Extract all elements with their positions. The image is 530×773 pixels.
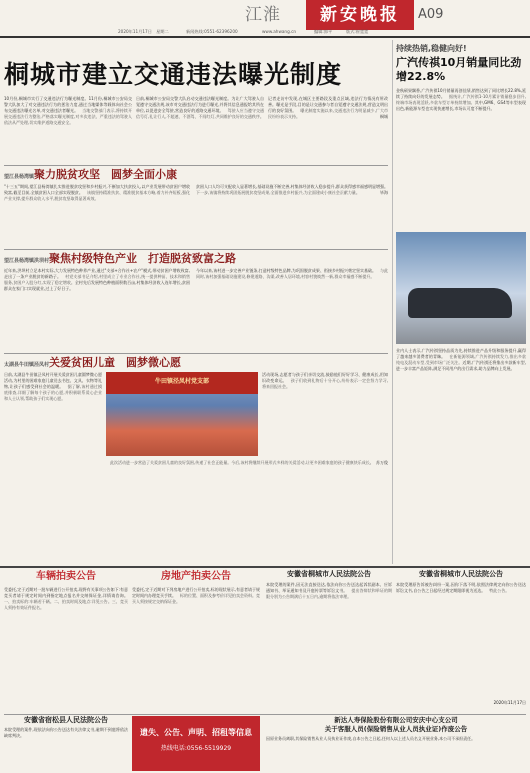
masthead [0, 0, 530, 38]
proofreader: 版式:崔霆霆 [346, 29, 369, 34]
event-photo [106, 372, 258, 456]
lead-col-1: 10月份,桐城市实行了交通违法行为曝光制度。11月份,桐城市公安局交警大队加大了对交通违法行为的惩治力度,通过当地媒体等载体向社会公布交通违法曝光名单,对交通违法者曝光。 当地交警部门表示,将持续开展交通违法行为整治,严格落实曝光制度,对多次违法、严重违法的驾驶人依法从严处理,切实维护道路交通安全。 [4, 96, 132, 125]
insurance-notice-subtitle: 关于客服人员(保险销售从业人员执业证)作废公告 [324, 724, 468, 733]
side-col-2: 业内人士表示,广汽传祺坚持品质为先,持续推进产品升级和服务提升,赢得了越来越多消费者的青睐。 在新能源领域,广汽传祺持续发力,推出多款纯电及混动车型,受到市场广泛关注。近期,广汽传祺还将推出多款新车型,进一步丰富产品矩阵,满足不同用户的出行需求,助力品牌向上发展。 [396, 348, 526, 371]
court-notice-1-title: 安徽省桐城市人民法院公告 [287, 570, 371, 578]
story2-col-1: "十三五"期间,望江县杨湾镇扎实推进脱贫攻坚和乡村振兴,不断加大扶贫投入,以产业发展带动贫困户增收致富,截至目前,全镇贫困人口全部实现脱贫。 该镇坚持精准扶贫、精准脱贫基本方略,着力补齐短板,强化产业支撑,提升群众收入水平,脱贫攻坚取得显著成效。 [4, 184, 191, 201]
masthead-rule [0, 36, 530, 38]
hotline: 新闻热线:0551-62396200 [186, 29, 238, 34]
court-notice-1: 安徽省桐城市人民法院公告 本院受理的案件,因无法直接送达,依法向你公告送达起诉状副本、应诉通知书、举证通知书及开庭传票等诉讼文书。 提出答辩状和举证的期限分别为公告期满后十五日内,逾期将依法审理。 [266, 570, 393, 600]
insurance-notice: 新达人寿保险股份有限公司安庆中心支公司 关于客服人员(保险销售从业人员执业证)作废公告 因原业务员离职,其保险销售从业人员执业证作废,自本公告之日起,任何人以上述人员名义开展业务,本公司不承担责任。 [266, 716, 526, 771]
story4-col-3: 此次活动进一步营造了关爱贫困儿童的良好氛围,传递了社会正能量。今后,该村将继续开展形式多样的关爱活动,让更多困难家庭的孩子健康快乐成长。 苏万俊 [106, 460, 388, 465]
story4-col-2: 活动现场,志愿者与孩子们亲切交流,鼓励他们好好学习、健康成长,用知识改变命运。 孩子们收到礼物后十分开心,纷纷表示一定会努力学习,将来回报社会。 [262, 372, 388, 389]
court-notice-2: 安徽省桐城市人民法院公告 本院受理原告诉被告纠纷一案,因你下落不明,依照法律规定向你公告送达诉讼文书,自公告之日起经过规定期限即视为送达。 特此公告。 2020年11月17日 [396, 570, 526, 706]
side-headline: 广汽传祺10月销量同比劲增22.8% [396, 56, 522, 83]
insurance-notice-title: 新达人寿保险股份有限公司安庆中心支公司 [334, 716, 458, 724]
website: www.ahwang.cn [262, 29, 297, 34]
car-auction-ad: 车辆拍卖公告 受委托,定于近期对一批车辆进行公开拍卖,现将有关事项公告如下:有意竞买者请于规定时间内到指定地点报名并交纳保证金,详情请咨询。 一、拍卖标的:车辆若干辆。二、拍卖时间及地点:详见公告。三、竞买人须持有效证件报名。 [4, 571, 132, 610]
court-notice-2-title: 安徽省桐城市人民法院公告 [419, 570, 503, 578]
car-auction-title: 车辆拍卖公告 [36, 571, 96, 582]
photo-banner: 牛田镇泾凤村党支部 [106, 372, 258, 394]
story2-col-2: 贫困人口人均可支配收入显著增长,基础设施不断完善,村集体经济收入稳步提升,群众获得感幸福感明显增强。 下一步,该镇将持续巩固拓展脱贫攻坚成果,全面推进乡村振兴,为全面建成小康社会贡献力量。 毕海 [196, 184, 392, 195]
story3-title: 望江县杨湾镇洪坝村聚焦村级特色产业 打造脱贫致富之路 [4, 252, 237, 265]
date-line: 2020年11月17日 星期二 [118, 29, 169, 34]
story3-col-2: 今年以来,该村进一步完善产业链条,打造村级特色品牌,为巩固脱贫成果、衔接乡村振兴奠定坚实基础。 与此同时,该村加强基础设施建设,修建道路、沟渠,改善人居环境,村容村貌焕然一新,群众幸福感不断提升。 [196, 268, 389, 279]
lead-col-3: 记者走访中发现,在城区主要路段及重点区域,违法行为情况有所改善。曝光是手段,目的是让交通参与者自觉遵守交通法规,营造文明出行的良好氛围。 曝光制度实施以来,交通违法行为明显减少,广大市民纷纷表示支持。 桐城 [268, 96, 388, 119]
newspaper-logo: 新安晚报 [306, 0, 414, 30]
story4-col-1: 日前,太湖县牛田镇泾凤村开展关爱贫困儿童圆梦微心愿活动,为村里的困难家庭儿童送去书包、文具、衣物等礼物,让孩子们感受到社会的温暖。 据了解,该村通过摸底排查,详细了解每个孩子的心愿,并积极联系爱心企业和人士认领,帮助孩子们实现心愿。 [4, 372, 102, 401]
story2-title: 望江县杨湾镇聚力脱贫攻坚 圆梦全面小康 [4, 168, 178, 181]
lead-col-2: 日前,桐城市公安局交警大队启动交通违法曝光制度。为让广大驾驶人自觉遵守交通法规,该市对交通违法行为进行曝光,并将其信息通报给其所在单位,以促进安全驾驶,营造良好的道路交通环境。 驾驶人应当遵守交通信号灯,礼让行人,不超速、不酒驾、不闯红灯,共同维护良好的交通秩序。 [136, 96, 265, 119]
classified-ad-phone: 热线电话:0556-5519929 [160, 744, 232, 752]
house-auction-title: 房地产拍卖公告 [161, 571, 231, 582]
editor: 编辑:郭平 [314, 29, 333, 34]
story3-col-1: 近年来,洪坝村立足本村实际,大力发展特色种养产业,通过"支部+合作社+农户"模式,带动贫困户增收致富,走出了一条产业脱贫的新路子。 村党支部书记介绍,村里成立了专业合作社,统一提供种苗、技术和销售服务,贫困户入股分红,实现了稳定增收。全村先后发展特色种植面积数百亩,村集体经济收入连年增长,贫困群众在家门口实现就业,过上了好日子。 [4, 268, 191, 291]
car-shape [408, 288, 512, 318]
classified-ad-title: 遗失、公告、声明、招租等信息 [140, 728, 252, 737]
page-number: A09 [418, 7, 444, 22]
side-col-1: 金秋硕果飘香,广汽传祺10月销量再创佳绩,销售达到了同比增长22.8%,延续了持续向好的发展态势。 据统计,广汽传祺1-10月累计销量稳步回升,终端市场表现活跃,多款车型订单持续增加。其中,GM6、GS4等车型表现出色,新能源车型也实现快速增长,市场认可度不断提升。 [396, 88, 526, 111]
story4-title: 太湖县牛田镇泾凤村关爱贫困儿童 圆梦微心愿 [4, 356, 182, 369]
court-notice-date: 2020年11月17日 [493, 700, 526, 706]
car-photo [396, 232, 526, 344]
lead-headline: 桐城市建立交通违法曝光制度 [4, 60, 343, 89]
court-notice-3-title: 安徽省宿松县人民法院公告 [24, 716, 108, 724]
court-notice-3: 安徽省宿松县人民法院公告 本院受理的案件,现依法向你公告送达有关法律文书,逾期不到庭将依法缺席判决。 [4, 716, 128, 739]
classified-ad-banner [132, 716, 260, 771]
region-label: 江淮 [245, 5, 281, 25]
house-auction-ad: 房地产拍卖公告 受委托,定于近期对下列房地产进行公开拍卖,标的现状展示,有意者请于规定时间内办理竞买手续。 标的位置、面积及参考价详见拍卖会资料。竞买人须按规定交纳保证金。 [132, 571, 260, 604]
side-kicker: 持续热销,稳健向好! [396, 44, 467, 53]
